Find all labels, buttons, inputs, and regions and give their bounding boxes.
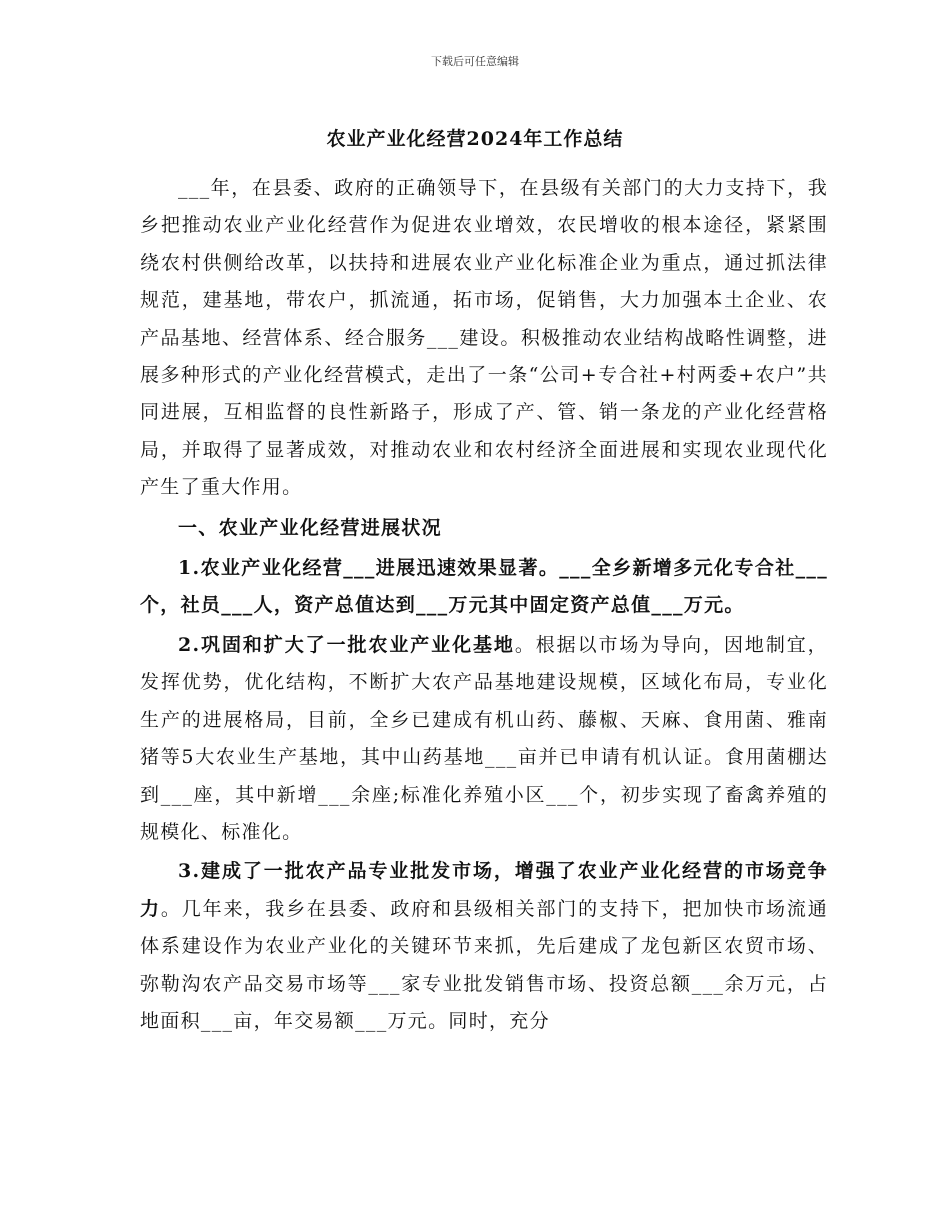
intro-paragraph: ___年，在县委、政府的正确领导下，在县级有关部门的大力支持下，我乡把推动农业产业化经营作为促进农业增效，农民增收的根本途径，紧紧围绕农村供侧给改革，以扶持和进展农业产业化标准企业为重点，通过抓法律规范，建基地，带农户，抓流通，拓市场，促销售，大力加强本土企业、农产品基地、经营体系、经合服务___建设。积极推动农业结构战略性调整，进展多种形式的产业化经营模式，走出了一条“公司+专合社+村两委+农户”共同进展，互相监督的良性新路子，形成了产、管、销一条龙的产业化经营格局，并取得了显著成效，对推动农业和农村经济全面进展和实现农业现代化产生了重大作用。 (140, 177, 828, 499)
section-heading-1: 一、农业产业化经营进展状况 (178, 516, 442, 539)
header-note: 下载后可任意编辑 (431, 55, 519, 68)
item-2-paragraph (140, 627, 828, 851)
item-3-text: 。几年来，我乡在县委、政府和县级相关部门的支持下，把加快市场流通体系建设作为农业产业化的关键环节来抓，先后建成了龙包新区农贸市场、弥勒沟农产品交易市场等___家专业批发销售市场、投资总额___余万元，占地面积___亩，年交易额___万元。同时，充分 (140, 897, 828, 1032)
document-body (140, 170, 828, 1040)
item-3-lead: 3.建成了一批农产品专业批发市场，增强了农业产业化经营的市场竞争力 (140, 860, 828, 920)
item-2-text: 。根据以市场为导向，因地制宜，发挥优势，优化结构，不断扩大农产品基地建设规模，区域化布局，专业化生产的进展格局，目前，全乡已建成有机山药、藤椒、天麻、食用菌、雅南猪等5大农业生产基地，其中山药基地___亩并已申请有机认证。食用菌棚达到___座，其中新增___余座;标准化养殖小区___个，初步实现了畜禽养殖的规模化、标准化。 (140, 633, 828, 843)
item-1-paragraph: 1.农业产业化经营___进展迅速效果显著。___全乡新增多元化专合社___个，社员___人，资产总值达到___万元其中固定资产总值___万元。 (140, 557, 828, 617)
item-2-lead: 2.巩固和扩大了一批农业产业化基地 (178, 633, 515, 656)
item-3-paragraph (140, 853, 828, 1040)
document-title: 农业产业化经营2024年工作总结 (326, 128, 624, 150)
